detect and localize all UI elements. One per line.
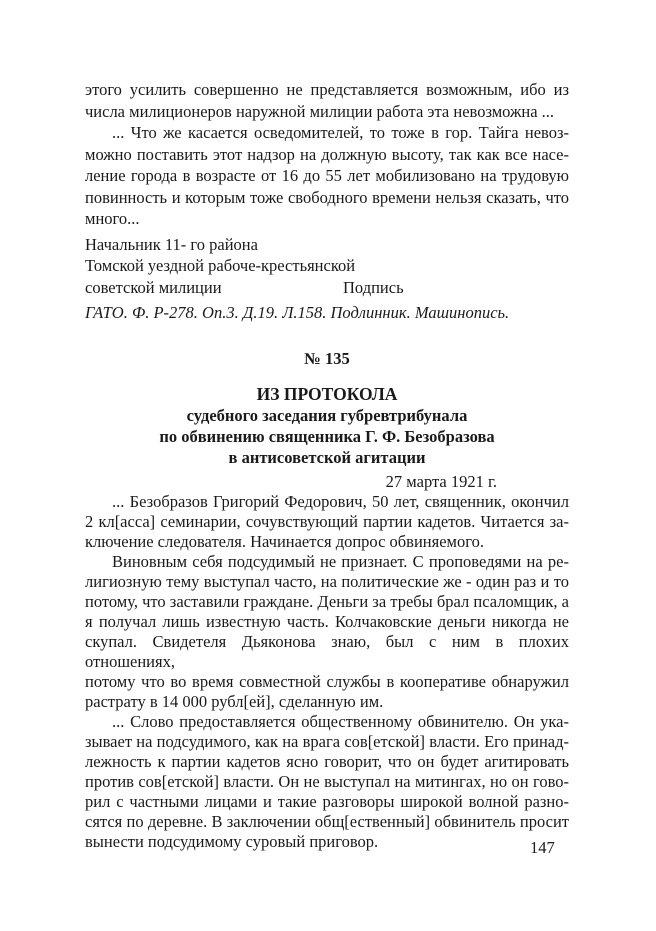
paragraph-informants xyxy=(85,122,569,230)
text-line: растрату в 14 000 рубл[ей], сделанную им. xyxy=(85,691,384,711)
text-block xyxy=(85,79,569,852)
signer-position-line: Начальник 11- го района xyxy=(85,234,258,254)
text-line: можно поставить этот надзор на должную высоту, так как все насе- xyxy=(85,144,569,164)
signer-position-line: советской милиции xyxy=(85,277,222,297)
text-line: ключение следователя. Начинается допрос обвиняемого. xyxy=(85,531,484,551)
signature-block xyxy=(85,234,569,299)
text-line: я получал лишь известную часть. Колчаковские деньги никогда не xyxy=(85,611,569,631)
signer-position-line: Томской уездной рабоче-крестьянской xyxy=(85,256,356,275)
text-line: сятся по деревне. В заключении общ[ественный] обвинитель просит xyxy=(85,811,569,831)
signature-label: Подпись xyxy=(343,277,404,297)
text-line: ление города в возрасте от 16 до 55 лет мобилизовано на трудовую xyxy=(85,166,569,185)
text-line: 2 кл[асса] семинарии, сочувствующий партии кадетов. Читается за- xyxy=(85,511,569,531)
signature-row xyxy=(85,277,569,299)
text-line: потому что во время совместной службы в кооперативе обнаружил xyxy=(85,671,569,691)
page-number: 147 xyxy=(530,838,555,857)
text-line: числа милиционеров наружной милиции работа эта невозможна ... xyxy=(85,101,555,121)
text-line: зывает на подсудимого, как на врага сов[етской] власти. Его принад- xyxy=(85,731,569,751)
doc-date: 27 марта 1921 г. xyxy=(385,471,497,491)
doc-title xyxy=(85,384,569,468)
text-line: много... xyxy=(85,209,140,228)
text-line: лежность к партии кадетов ясно говорит, что он будет агитировать xyxy=(85,751,569,771)
doc-title-line: в антисоветской агитации xyxy=(228,447,426,467)
paragraph-defendant-intro xyxy=(85,492,569,552)
text-line: повинность и которым тоже свободного времени нельзя сказать, что xyxy=(85,187,569,207)
paragraph-defendant-testimony xyxy=(85,552,569,712)
paragraph-continuation xyxy=(85,79,569,122)
archive-reference: ГАТО. Ф. Р-278. Оп.3. Д.19. Л.158. Подлинник. Машинопись. xyxy=(85,303,510,322)
text-line: скупал. Свидетеля Дьяконова знаю, был с ним в плохих отношениях, xyxy=(85,631,569,671)
text-line: ... Что же касается осведомителей, то тоже в гор. Тайга невоз- xyxy=(112,123,569,142)
doc-134-continuation xyxy=(85,79,569,324)
text-line: Виновным себя подсудимый не признает. С проповедями на ре- xyxy=(112,551,569,571)
text-line: против сов[етской] власти. Он не выступал на митингах, но он гово- xyxy=(85,771,569,791)
doc-number: № 135 xyxy=(304,348,350,368)
doc-title-line-main: ИЗ ПРОТОКОЛА xyxy=(256,383,398,404)
doc-135 xyxy=(85,348,569,852)
text-line: лигиозную тему выступал часто, на политические же - один раз и то xyxy=(85,571,569,591)
paragraph-public-prosecutor xyxy=(85,712,569,852)
text-line: ... Безобразов Григорий Федорович, 50 лет, священник, окончил xyxy=(112,491,569,511)
text-line: потому, что заставили граждане. Деньги за требы брал псаломщик, а xyxy=(85,591,569,611)
text-line: вынести подсудимому суровый приговор. xyxy=(85,831,379,851)
text-line: этого усилить совершенно не представляется возможным, ибо из xyxy=(85,80,569,99)
text-line: рил с частными лицами и такие разговоры широкой волной разно- xyxy=(85,791,569,811)
doc-title-line: судебного заседания губревтрибунала xyxy=(186,405,468,425)
doc-title-line: по обвинению священника Г. Ф. Безобразова xyxy=(159,426,495,446)
text-line: ... Слово предоставляется общественному обвинителю. Он ука- xyxy=(112,711,569,731)
